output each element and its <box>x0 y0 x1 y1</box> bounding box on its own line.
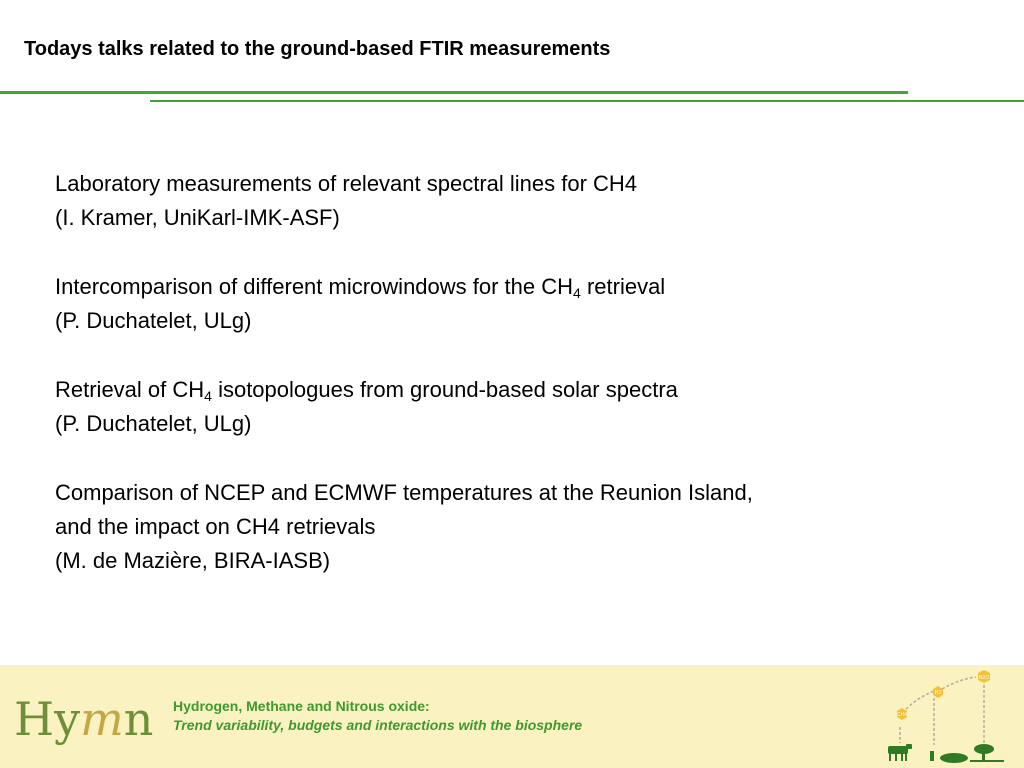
talk-title: Intercomparison of different microwindows for the $CH_4$ retrieval <box>55 274 666 301</box>
cow-icon <box>888 744 912 761</box>
talk-author: (P. Duchatelet, ULg) <box>55 308 252 333</box>
talk-item <box>55 373 985 441</box>
talk-author: (P. Duchatelet, ULg) <box>55 411 252 436</box>
talk-title: Laboratory measurements of relevant spectral lines for CH4 <box>55 171 638 196</box>
slide-title: Todays talks related to the ground-based FTIR measurements <box>24 38 611 60</box>
talk-item <box>55 270 985 338</box>
title-underline-secondary <box>150 100 1024 102</box>
svg-text:H2: H2 <box>934 690 942 696</box>
title-underline <box>0 91 908 94</box>
field-icon <box>930 751 968 763</box>
talk-title: Retrieval of $CH_4$ isotopologues from ground-based solar spectra <box>55 377 678 404</box>
svg-text:N2O: N2O <box>978 675 990 681</box>
tree-icon <box>970 744 1004 762</box>
h2-hexagon-icon <box>933 686 943 698</box>
biosphere-illustration <box>870 665 1024 768</box>
hymn-logo: Hymn <box>14 692 154 746</box>
talk-item <box>55 167 985 235</box>
talk-title-continued: and the impact on CH4 retrievals <box>55 514 376 539</box>
ch4-hexagon-icon <box>897 708 907 720</box>
project-description <box>173 697 582 735</box>
project-name: Hydrogen, Methane and Nitrous oxide: <box>173 698 430 714</box>
talk-author: (I. Kramer, UniKarl-IMK-ASF) <box>55 205 340 230</box>
svg-text:CH4: CH4 <box>896 712 908 718</box>
project-subtitle: Trend variability, budgets and interactions with the biosphere <box>173 717 583 733</box>
talk-title: Comparison of NCEP and ECMWF temperatures at the Reunion Island, <box>55 480 753 505</box>
talk-list <box>55 167 985 613</box>
talk-item <box>55 476 985 578</box>
footer-banner <box>0 665 1024 768</box>
talk-author: (M. de Mazière, BIRA-IASB) <box>55 548 331 573</box>
n2o-hexagon-icon <box>978 670 990 683</box>
